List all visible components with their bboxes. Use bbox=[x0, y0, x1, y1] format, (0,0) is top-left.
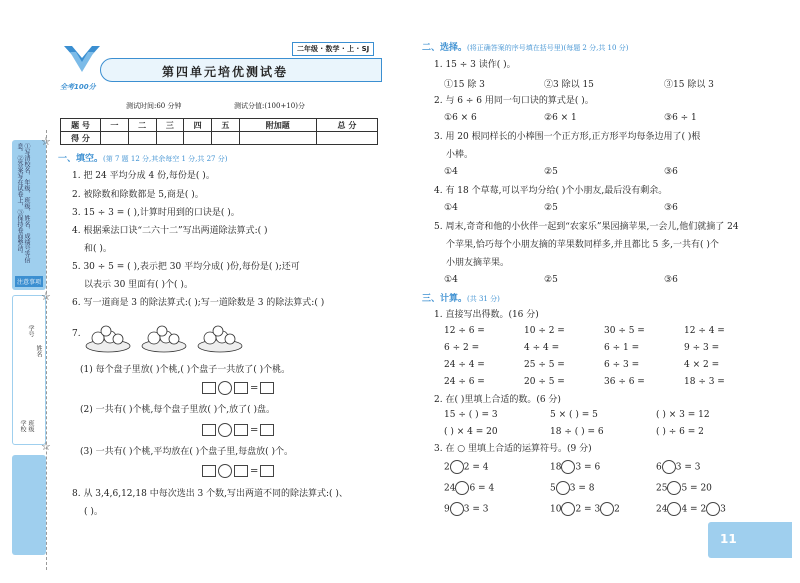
fill-item[interactable]: 5 × ( ) = 5 bbox=[550, 410, 598, 420]
table-cell: 题 号 bbox=[61, 119, 101, 132]
table-cell: 四 bbox=[184, 119, 212, 132]
question-2-4: 4. 有 18 个草莓,可以平均分给( )个小朋友,最后没有剩余。 bbox=[434, 186, 668, 196]
options-row bbox=[444, 77, 744, 90]
calc-item[interactable]: 6 ÷ 1 = bbox=[604, 343, 640, 353]
option[interactable]: ③6 bbox=[664, 275, 678, 285]
fill-item[interactable]: ( ) × 4 = 20 bbox=[444, 427, 498, 437]
table-cell: 二 bbox=[128, 119, 156, 132]
brand-name: 全考100分 bbox=[60, 83, 96, 91]
sidebar-label-class: 班级 bbox=[27, 420, 34, 432]
operator-circle[interactable] bbox=[706, 502, 720, 516]
operator-circle[interactable] bbox=[450, 502, 464, 516]
page-number: 11 bbox=[720, 532, 737, 546]
question-2-3b: 小棒。 bbox=[446, 150, 474, 160]
question-1-7-1: (1) 每个盘子里放( )个桃,( )个盘子一共放了( )个桃。 bbox=[80, 365, 291, 375]
question-1-2: 2. 被除数和除数都是 5,商是( )。 bbox=[72, 190, 204, 200]
calc-row bbox=[444, 326, 764, 336]
question-2-5b: 个苹果,恰巧每个小朋友摘的苹果数同样多,并且都比 5 多,一共有( )个 bbox=[446, 240, 719, 250]
page-title: 第四单元培优测试卷 bbox=[162, 65, 289, 79]
operator-circle[interactable] bbox=[662, 460, 676, 474]
equation-row: = bbox=[202, 381, 274, 395]
calc-item[interactable]: 12 ÷ 4 = bbox=[684, 326, 725, 336]
operator-item: 24 4 = 2 3 bbox=[656, 502, 746, 516]
operator-circle[interactable] bbox=[218, 423, 232, 437]
operator-row bbox=[444, 481, 746, 495]
calc-item[interactable]: 12 ÷ 6 = bbox=[444, 326, 485, 336]
options-row bbox=[444, 203, 744, 213]
equation-row: = bbox=[202, 464, 274, 478]
score-cell[interactable] bbox=[101, 132, 129, 145]
answer-box[interactable] bbox=[234, 424, 248, 436]
sidebar-label-name: 姓名 bbox=[35, 345, 42, 357]
test-time: 测试时间:60 分钟 bbox=[126, 102, 182, 110]
answer-box[interactable] bbox=[202, 382, 216, 394]
calc-item[interactable]: 36 ÷ 6 = bbox=[604, 377, 645, 387]
sidebar-label-school: 学校 bbox=[19, 420, 26, 432]
calc-row bbox=[444, 377, 764, 387]
table-cell: 五 bbox=[212, 119, 240, 132]
option[interactable]: ③6 ÷ 1 bbox=[664, 113, 697, 123]
star-icon: ☆ bbox=[41, 135, 51, 148]
table-cell: 得 分 bbox=[61, 132, 101, 145]
question-1-3: 3. 15 ÷ 3 = ( ),计算时用到的口诀是( )。 bbox=[72, 208, 240, 218]
option[interactable]: ③6 bbox=[664, 167, 678, 177]
table-cell: 三 bbox=[156, 119, 184, 132]
score-cell[interactable] bbox=[184, 132, 212, 145]
section-title-fill-blanks: 一、填空。(第 7 题 12 分,其余每空 1 分,共 27 分) bbox=[58, 154, 228, 164]
operator-item: 24 6 = 4 bbox=[444, 481, 550, 495]
question-1-6: 6. 写一道商是 3 的除法算式:( );写一道除数是 3 的除法算式:( ) bbox=[72, 298, 325, 308]
option[interactable]: ③6 bbox=[664, 203, 678, 213]
calc-item[interactable]: 4 × 2 = bbox=[684, 360, 720, 370]
option[interactable]: ①15 除 3 bbox=[444, 80, 485, 90]
fill-row bbox=[444, 427, 746, 437]
operator-item: 6 3 = 3 bbox=[656, 460, 746, 474]
fold-line bbox=[46, 130, 47, 570]
options-row bbox=[444, 113, 744, 123]
star-icon: ☆ bbox=[41, 440, 51, 453]
operator-circle[interactable] bbox=[600, 502, 614, 516]
peach-plates-illustration bbox=[84, 322, 244, 354]
question-1-8b: ( )。 bbox=[84, 507, 103, 517]
answer-box[interactable] bbox=[260, 424, 274, 436]
calc-item[interactable]: 6 ÷ 2 = bbox=[444, 343, 480, 353]
question-1-5a: 5. 30 ÷ 5 = ( ),表示把 30 平均分成( )份,每份是( );还可 bbox=[72, 262, 300, 272]
table-cell: 一 bbox=[101, 119, 129, 132]
answer-box[interactable] bbox=[260, 465, 274, 477]
question-2-2: 2. 与 6 ÷ 6 用同一句口诀的算式是( )。 bbox=[434, 96, 594, 106]
calc-item[interactable]: 10 ÷ 2 = bbox=[524, 326, 565, 336]
fill-item[interactable]: ( ) × 3 = 12 bbox=[656, 410, 710, 420]
score-table bbox=[60, 118, 378, 145]
score-cell[interactable] bbox=[239, 132, 316, 145]
table-row bbox=[61, 132, 378, 145]
calc-row bbox=[444, 343, 764, 353]
question-1-8a: 8. 从 3,4,6,12,18 中每次选出 3 个数,写出两道不同的除法算式:( )、 bbox=[72, 489, 348, 499]
page-number-tab bbox=[708, 522, 792, 558]
option[interactable]: ②6 × 1 bbox=[544, 113, 577, 123]
logo-icon bbox=[58, 42, 106, 82]
question-1-7: 7. bbox=[72, 329, 81, 339]
question-1-4a: 4. 根据乘法口诀“二六十二”写出两道除法算式:( ) bbox=[72, 226, 268, 236]
sidebar-label-number: 学号 bbox=[27, 325, 34, 337]
score-cell[interactable] bbox=[316, 132, 377, 145]
operator-circle[interactable] bbox=[561, 460, 575, 474]
calc-item[interactable]: 6 ÷ 3 = bbox=[604, 360, 640, 370]
question-1-1: 1. 把 24 平均分成 4 份,每份是( )。 bbox=[72, 171, 215, 181]
calc-item[interactable]: 25 ÷ 5 = bbox=[524, 360, 565, 370]
operator-row bbox=[444, 460, 746, 474]
calc-item[interactable]: 24 ÷ 6 = bbox=[444, 377, 485, 387]
operator-circle[interactable] bbox=[450, 460, 464, 474]
section-title-choice: 二、选择。(将正确答案的序号填在括号里)(每题 2 分,共 10 分) bbox=[422, 43, 629, 53]
fill-item[interactable]: ( ) ÷ 6 = 2 bbox=[656, 427, 704, 437]
operator-circle[interactable] bbox=[218, 464, 232, 478]
calc-item[interactable]: 24 ÷ 4 = bbox=[444, 360, 485, 370]
star-icon: ☆ bbox=[41, 290, 51, 303]
table-cell: 总 分 bbox=[316, 119, 377, 132]
score-cell[interactable] bbox=[156, 132, 184, 145]
option[interactable]: ①4 bbox=[444, 167, 458, 177]
operator-circle[interactable] bbox=[455, 481, 469, 495]
option[interactable]: ③15 除以 3 bbox=[664, 80, 714, 90]
option[interactable]: ②3 除以 15 bbox=[544, 80, 594, 90]
operator-circle[interactable] bbox=[667, 502, 681, 516]
answer-box[interactable] bbox=[202, 465, 216, 477]
operator-circle[interactable] bbox=[218, 381, 232, 395]
operator-item: 5 3 = 8 bbox=[550, 481, 656, 495]
grade-tag: 二年级 · 数学 · 上 · SJ bbox=[292, 42, 374, 56]
question-2-5a: 5. 周末,奇奇和他的小伙伴一起到“农家乐”果园摘苹果,一会儿,他们就摘了 24 bbox=[434, 222, 739, 232]
peach-plate-icon bbox=[84, 322, 244, 354]
calc-item[interactable]: 20 ÷ 5 = bbox=[524, 377, 565, 387]
operator-item: 18 3 = 6 bbox=[550, 460, 656, 474]
options-row bbox=[444, 275, 744, 285]
option[interactable]: ①6 × 6 bbox=[444, 113, 477, 123]
fill-item[interactable]: 18 ÷ ( ) = 6 bbox=[550, 427, 604, 437]
fill-row bbox=[444, 410, 746, 420]
operator-circle[interactable] bbox=[667, 481, 681, 495]
operator-item: 25 5 = 20 bbox=[656, 481, 746, 495]
options-row bbox=[444, 167, 744, 177]
question-2-1: 1. 15 ÷ 3 读作( )。 bbox=[434, 60, 516, 70]
sidebar-notice-tag: 注意事项 bbox=[15, 276, 43, 287]
operator-circle[interactable] bbox=[556, 481, 570, 495]
option[interactable]: ②5 bbox=[544, 275, 558, 285]
table-cell: 附加题 bbox=[239, 119, 316, 132]
answer-box[interactable] bbox=[234, 382, 248, 394]
section-title-calculate: 三、计算。(共 31 分) bbox=[422, 294, 500, 304]
fill-item[interactable]: 15 ÷ ( ) = 3 bbox=[444, 410, 498, 420]
equation-row: = bbox=[202, 423, 274, 437]
table-row bbox=[61, 119, 378, 132]
operator-item: 2 2 = 4 bbox=[444, 460, 550, 474]
option[interactable]: ②5 bbox=[544, 203, 558, 213]
question-3-2: 2. 在( )里填上合适的数。(6 分) bbox=[434, 395, 561, 405]
question-1-4b: 和( )。 bbox=[84, 244, 112, 254]
option[interactable]: ①4 bbox=[444, 275, 458, 285]
calc-item[interactable]: 9 ÷ 3 = bbox=[684, 343, 720, 353]
operator-item: 10 2 = 3 2 bbox=[550, 502, 656, 516]
answer-box[interactable] bbox=[260, 382, 274, 394]
score-cell[interactable] bbox=[212, 132, 240, 145]
option[interactable]: ②5 bbox=[544, 167, 558, 177]
operator-item: 9 3 = 3 bbox=[444, 502, 550, 516]
question-2-5c: 小朋友摘苹果。 bbox=[446, 258, 510, 268]
question-3-3: 3. 在 ○ 里填上合适的运算符号。(9 分) bbox=[434, 444, 592, 454]
sidebar-notice-panel bbox=[12, 140, 46, 290]
calc-item[interactable]: 4 ÷ 4 = bbox=[524, 343, 560, 353]
question-3-1: 1. 直接写出得数。(16 分) bbox=[434, 310, 539, 320]
calc-item[interactable]: 30 ÷ 5 = bbox=[604, 326, 645, 336]
brand-logo bbox=[58, 42, 106, 82]
calc-item[interactable]: 18 ÷ 3 = bbox=[684, 377, 725, 387]
score-cell[interactable] bbox=[128, 132, 156, 145]
answer-box[interactable] bbox=[202, 424, 216, 436]
sidebar-bottom-panel bbox=[12, 455, 46, 555]
question-2-3a: 3. 用 20 根同样长的小棒围一个正方形,正方形平均每条边用了( )根 bbox=[434, 132, 701, 142]
calc-row bbox=[444, 360, 764, 370]
question-1-5b: 以表示 30 里面有( )个( )。 bbox=[84, 280, 193, 290]
answer-box[interactable] bbox=[234, 465, 248, 477]
option[interactable]: ①4 bbox=[444, 203, 458, 213]
operator-row bbox=[444, 502, 746, 516]
question-1-7-3: (3) 一共有( )个桃,平均放在( )个盘子里,每盘放( )个。 bbox=[80, 447, 293, 457]
operator-circle[interactable] bbox=[561, 502, 575, 516]
sidebar-notice-text: ①写清校名、年级、班级、姓名、成绩号等信息。②答案写在试卷上，③保持卷面整洁。 bbox=[16, 143, 30, 263]
question-1-7-2: (2) 一共有( )个桃,每个盘子里放( )个,放了( )盘。 bbox=[80, 405, 275, 415]
test-score: 测试分值:(100+10)分 bbox=[234, 102, 305, 110]
